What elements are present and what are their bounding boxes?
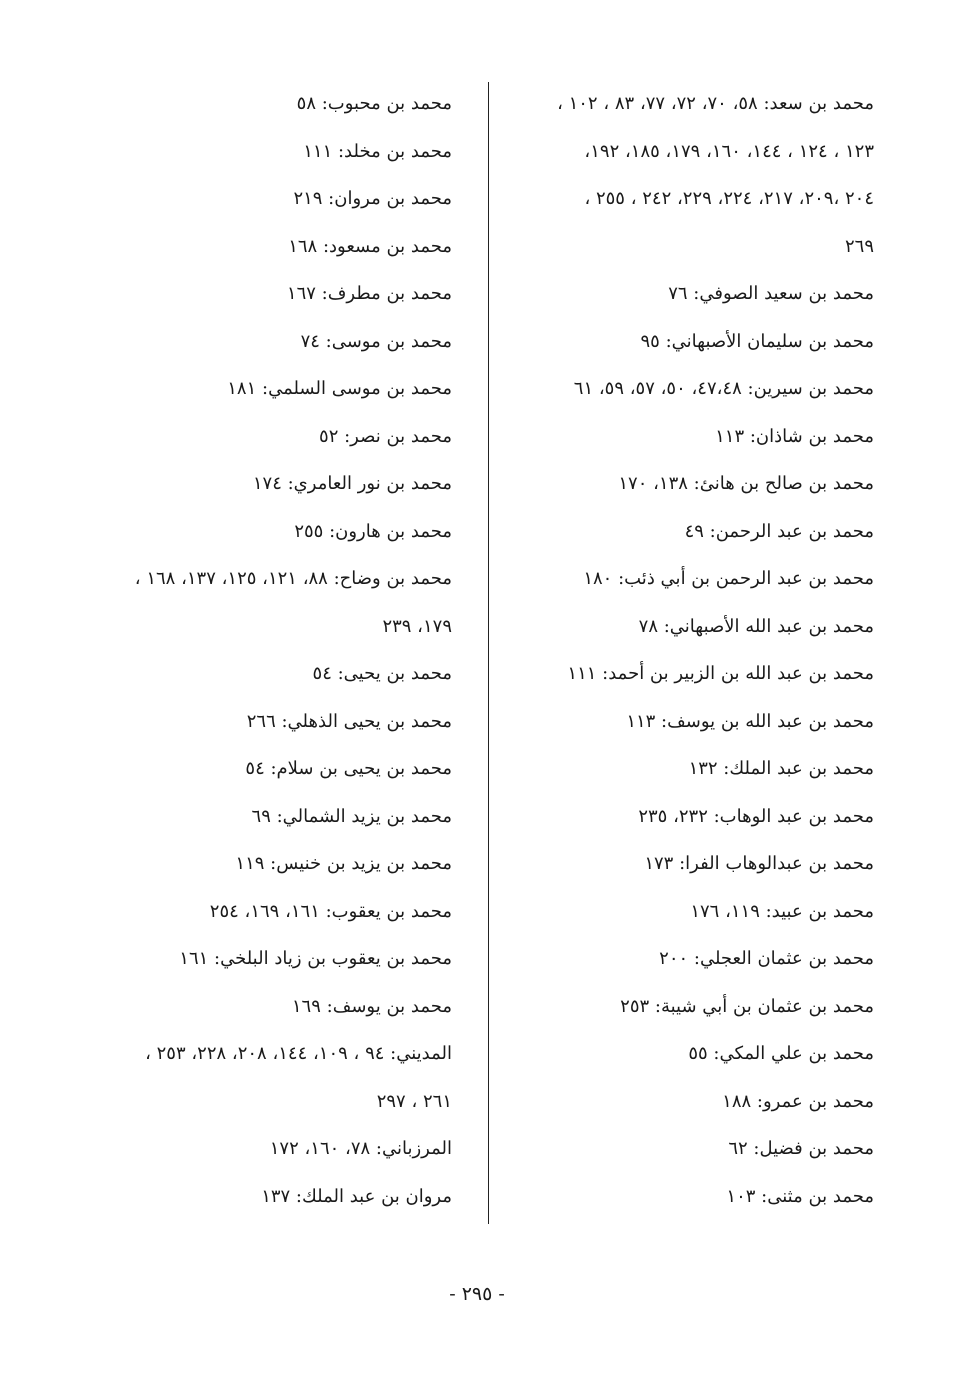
index-entry: محمد بن عبد الله بن يوسف: ١١٣ — [626, 710, 874, 732]
index-entry: المديني: ٩٤ ، ١٠٩، ١٤٤، ٢٠٨، ٢٢٨، ٢٥٣ ، — [145, 1043, 452, 1064]
index-entry: محمد بن يعقوب بن زياد البلخي: ١٦١ — [179, 948, 452, 969]
index-entry: محمد بن شاذان: ١١٣ — [715, 425, 874, 447]
index-entry: محمد بن فضيل: ٦٢ — [728, 1138, 874, 1159]
index-entry: محمد بن سعيد الصوفي: ٧٦ — [668, 283, 874, 304]
index-entry: محمد بن وضاح: ٨٨، ١٢١، ١٢٥، ١٣٧، ١٦٨ ، — [134, 568, 452, 589]
index-entry: مروان بن عبد الملك: ١٣٧ — [261, 1185, 452, 1207]
index-entry: محمد بن عمرو: ١٨٨ — [722, 1090, 874, 1112]
index-entry: محمد بن نصر: ٥٢ — [319, 425, 452, 447]
page-number: - ٢٩٥ - — [449, 1283, 505, 1305]
index-entry: ٢٦١ ، ٢٩٧ — [376, 1090, 452, 1112]
index-entry: محمد بن عبيد: ١١٩، ١٧٦ — [690, 900, 874, 922]
index-entry: المرزباني: ٧٨، ١٦٠، ١٧٢ — [269, 1138, 452, 1159]
index-entry: محمد بن عبد الرحمن بن أبي ذئب: ١٨٠ — [583, 568, 874, 589]
index-column-left — [54, 80, 452, 1220]
index-entry: محمد بن يعقوب: ١٦١، ١٦٩، ٢٥٤ — [209, 900, 452, 922]
index-entry: محمد بن يحيى: ٥٤ — [312, 663, 452, 684]
index-entry: محمد بن علي المكي: ٥٥ — [688, 1043, 874, 1064]
index-entry: محمد بن عثمان العجلي: ٢٠٠ — [659, 948, 874, 969]
index-entry: محمد بن عبد الوهاب: ٢٣٢، ٢٣٥ — [638, 805, 874, 827]
index-entry: محمد بن سيرين: ٤٧،٤٨، ٥٠، ٥٧، ٥٩، ٦١ — [573, 378, 874, 399]
index-entry: ١٢٣ ، ١٢٤ ، ١٤٤، ١٦٠، ١٧٩، ١٨٥، ١٩٢، — [584, 140, 874, 162]
index-entry: محمد بن يزيد الشمالي: ٦٩ — [251, 805, 452, 827]
index-entry: محمد بن يحيى الذهلي: ٢٦٦ — [246, 710, 452, 732]
index-entry: محمد بن عبد الله بن الزبير بن أحمد: ١١١ — [567, 663, 874, 684]
index-entry: محمد بن موسى السلمي: ١٨١ — [227, 378, 452, 399]
index-entry: محمد بن محبوب: ٥٨ — [296, 93, 452, 114]
index-entry: محمد بن هارون: ٢٥٥ — [294, 520, 452, 542]
column-divider — [488, 82, 489, 1224]
index-entry: محمد بن يوسف: ١٦٩ — [291, 995, 452, 1017]
index-entry: محمد بن يزيد بن خنيس: ١١٩ — [235, 853, 452, 874]
index-entry: محمد بن مخلد: ١١١ — [303, 140, 452, 162]
index-entry: محمد بن مطرف: ١٦٧ — [286, 283, 452, 304]
index-entry: محمد بن موسى: ٧٤ — [300, 330, 452, 352]
index-entry: محمد بن عبد الملك: ١٣٢ — [688, 758, 874, 779]
index-entry: ٢٠٤ ،٢٠٩، ٢١٧، ٢٢٤، ٢٢٩، ٢٤٢ ، ٢٥٥ ، — [584, 188, 874, 209]
index-entry: محمد بن مسعود: ١٦٨ — [288, 235, 452, 257]
index-entry: محمد بن عبد الرحمن: ٤٩ — [684, 520, 874, 542]
index-entry: ١٧٩، ٢٣٩ — [382, 615, 452, 637]
index-column-right — [484, 80, 874, 1220]
index-entry: محمد بن عبدالوهاب الفرا: ١٧٣ — [644, 853, 874, 874]
index-entry: محمد بن عبد الله الأصبهاني: ٧٨ — [638, 615, 874, 637]
index-entry: محمد بن مثنى: ١٠٣ — [726, 1185, 874, 1207]
index-entry: محمد بن سليمان الأصبهاني: ٩٥ — [640, 330, 874, 352]
index-entry: محمد بن نور العامري: ١٧٤ — [252, 473, 452, 494]
index-entry: ٢٦٩ — [844, 235, 874, 257]
index-entry: محمد بن سعد: ٥٨، ٧٠، ٧٢، ٧٧، ٨٣ ، ١٠٢ ، — [557, 93, 874, 114]
index-entry: محمد بن مروان: ٢١٩ — [293, 188, 452, 209]
index-entry: محمد بن يحيى بن سلام: ٥٤ — [245, 758, 452, 779]
index-entry: محمد بن عثمان بن أبي شيبة: ٢٥٣ — [620, 995, 874, 1017]
index-entry: محمد بن صالح بن هانئ: ١٣٨، ١٧٠ — [618, 473, 874, 494]
